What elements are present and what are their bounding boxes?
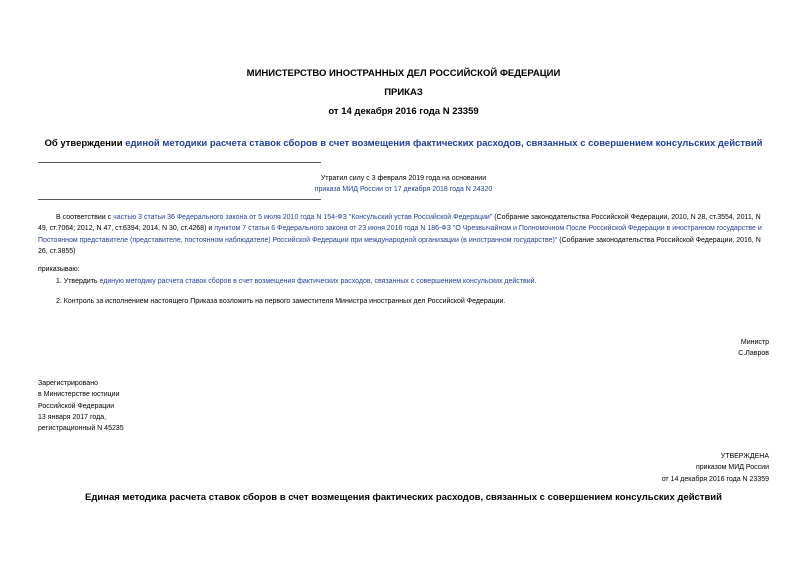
preamble-paragraph <box>38 212 770 257</box>
order-title-link[interactable]: единой методики расчета ставок сборов в счет возмещения фактических расходов, связанных с совершением консульских действий <box>125 138 763 149</box>
doc-type-heading: ПРИКАЗ <box>384 87 423 98</box>
preamble-text-1: В соответствии с <box>56 214 114 221</box>
approval-block <box>662 451 769 485</box>
approval-line: УТВЕРЖДЕНА <box>720 453 769 460</box>
order-word: приказываю: <box>38 266 80 273</box>
order-item-2-text: 2. Контроль за исполнением настоящего Приказа возложить на первого заместителя Министра иностранных дел Российской Федерации. <box>56 298 506 305</box>
approval-line: от 14 декабря 2016 года N 23359 <box>661 475 769 483</box>
registration-line: 13 января 2017 года, <box>38 413 107 421</box>
registration-line: регистрационный N 45235 <box>38 425 124 433</box>
ministry-heading: МИНИСТЕРСТВО ИНОСТРАННЫХ ДЕЛ РОССИЙСКОЙ ФЕДЕРАЦИИ <box>246 68 561 79</box>
order-item-1-after: . <box>534 278 537 285</box>
registration-line: в Министерстве юстиции <box>38 391 120 399</box>
order-title-prefix: Об утверждении <box>44 138 126 149</box>
preamble-text-2: (Собрание законодательства Российской Федерации, 2010, N 28, ст.3554, 2011, N 49, ст.7064; 2012, N 47, ст.6394; 2014, N 30, ст.4268) и <box>38 214 761 233</box>
order-item-1 <box>56 276 537 287</box>
method-title: Единая методика расчета ставок сборов в счет возмещения фактических расходов, связанных с совершением консульских действий <box>85 492 722 503</box>
status-note <box>0 173 807 196</box>
preamble-link-ambassador-law[interactable]: пунктом 7 статьи 6 Федерального закона от 23 июня 2016 года N 186-ФЗ "О Чрезвычайном и Полномочном После Российской Федерации в иностранном государстве и Постоянном представителе (представителе, постоянном наблюдателе) Российской Федерации при международной организации (в иностранном государстве)" <box>38 225 762 244</box>
order-title <box>0 138 807 149</box>
order-item-1-link[interactable]: единую методику расчета ставок сборов в счет возмещения фактических расходов, связанных с совершением консульских действий <box>99 278 535 285</box>
preamble-link-consular-charter[interactable]: частью 3 статьи 36 Федерального закона от 5 июля 2010 года N 154-ФЗ "Консульский устав Российской Федерации" <box>113 214 493 221</box>
registration-line: Зарегистрировано <box>38 380 98 387</box>
doc-date-heading: от 14 декабря 2016 года N 23359 <box>328 106 479 117</box>
order-item-2 <box>56 296 505 307</box>
registration-block <box>38 378 124 434</box>
registration-line: Российской Федерации <box>38 402 115 410</box>
status-link[interactable]: приказа МИД России от 17 декабря 2018 года N 24320 <box>314 186 493 194</box>
signature-block <box>738 337 769 360</box>
preamble-text-3: (Собрание законодательства Российской Федерации, 2016, N 26, ст.3855) <box>38 236 761 255</box>
signature-role: Министр <box>740 339 769 346</box>
status-line: Утратил силу с 3 февраля 2019 года на основании <box>320 175 487 182</box>
signature-name: С.Лавров <box>738 350 769 358</box>
divider-bottom <box>38 199 321 200</box>
order-item-1-text: 1. Утвердить <box>56 278 100 285</box>
divider-top <box>38 162 321 163</box>
approval-line: приказом МИД России <box>695 464 769 472</box>
